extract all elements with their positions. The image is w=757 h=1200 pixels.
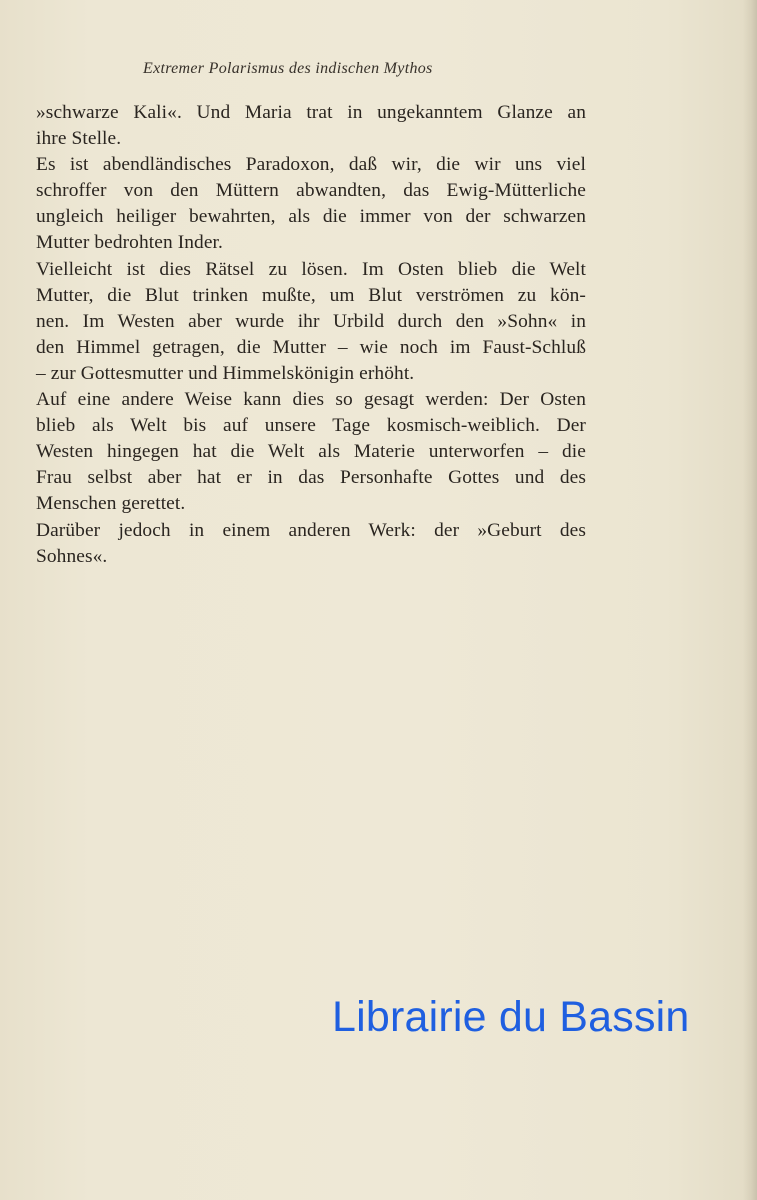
text-line: Mutter bedrohten Inder. bbox=[36, 232, 223, 254]
text-line: Auf eine andere Weise kann dies so gesagt werden: Der Osten bbox=[36, 389, 586, 411]
running-head: Extremer Polarismus des indischen Mythos bbox=[143, 60, 433, 77]
text-line: den Himmel getragen, die Mutter – wie noch im Faust-Schluß bbox=[36, 336, 586, 358]
text-line: Frau selbst aber hat er in das Personhafte Gottes und des bbox=[36, 467, 586, 489]
text-line: nen. Im Westen aber wurde ihr Urbild durch den »Sohn« in bbox=[36, 310, 586, 332]
text-line: Darüber jedoch in einem anderen Werk: der »Geburt des bbox=[36, 519, 586, 541]
text-line: ungleich heiliger bewahrten, als die immer von der schwarzen bbox=[36, 206, 586, 228]
body-text bbox=[36, 100, 586, 570]
watermark: Librairie du Bassin bbox=[332, 993, 690, 1041]
text-line: Westen hingegen hat die Welt als Materie unterworfen – die bbox=[36, 441, 586, 463]
text-line: – zur Gottesmutter und Himmelskönigin erhöht. bbox=[36, 362, 415, 384]
text-line: Es ist abendländisches Paradoxon, daß wir, die wir uns viel bbox=[36, 154, 586, 176]
text-line: Menschen gerettet. bbox=[36, 493, 186, 515]
text-line: schroffer von den Müttern abwandten, das Ewig-Mütterliche bbox=[36, 180, 586, 202]
text-line: »schwarze Kali«. Und Maria trat in ungekanntem Glanze an bbox=[36, 102, 586, 123]
text-line: Sohnes«. bbox=[36, 545, 108, 567]
text-line: Mutter, die Blut trinken mußte, um Blut verströmen zu kön- bbox=[36, 284, 586, 306]
text-line: blieb als Welt bis auf unsere Tage kosmisch-weiblich. Der bbox=[36, 415, 586, 437]
text-line: ihre Stelle. bbox=[36, 128, 122, 150]
text-line: Vielleicht ist dies Rätsel zu lösen. Im Osten blieb die Welt bbox=[36, 258, 586, 280]
page-edge-shadow bbox=[743, 0, 757, 1200]
